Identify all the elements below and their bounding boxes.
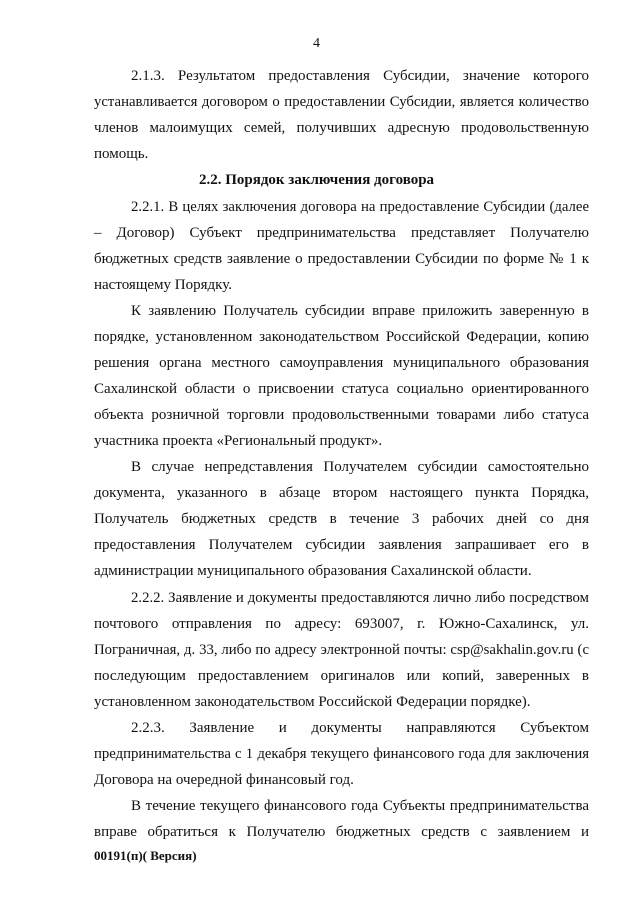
paragraph-line: К заявлению Получатель субсидии вправе приложить заверенную в xyxy=(131,303,589,319)
paragraph-line: – Договор) Субъект предпринимательства представляет Получателю xyxy=(94,225,589,241)
paragraph-line: устанавливается договором о предоставлении Субсидии, является количество xyxy=(94,94,589,110)
paragraph-line: 2.2.2. Заявление и документы предоставляются лично либо посредством xyxy=(131,590,589,606)
paragraph-line: предоставления Получателем субсидии заявления запрашивает его в xyxy=(94,537,589,553)
paragraph-line: помощь. xyxy=(94,146,149,162)
document-version-footer: 00191(п)( Версия) xyxy=(94,848,197,863)
paragraph-line: предпринимательства с 1 декабря текущего финансового года для заключения xyxy=(94,746,589,762)
paragraph-line: объекта розничной торговли продовольственными товарами либо статуса xyxy=(94,407,589,423)
paragraph-line: бюджетных средств заявление о предоставлении Субсидии по форме № 1 к xyxy=(94,251,589,267)
paragraph-line: Договора на очередной финансовый год. xyxy=(94,772,354,788)
paragraph-line: В случае непредставления Получателем субсидии самостоятельно xyxy=(131,459,589,475)
page-number: 4 xyxy=(313,36,320,51)
paragraph-line: решения органа местного самоуправления муниципального образования xyxy=(94,355,589,371)
paragraph-line: администрации муниципального образования Сахалинской области. xyxy=(94,563,532,579)
paragraph-line: В течение текущего финансового года Субъекты предпринимательства xyxy=(131,798,589,814)
paragraph-line: участника проекта «Региональный продукт». xyxy=(94,433,383,449)
paragraph-line: настоящему Порядку. xyxy=(94,277,232,293)
paragraph-line: 2.2.3. Заявление и документы направляются Субъектом xyxy=(131,720,589,736)
paragraph-line: установленном законодательством Российской Федерации порядке). xyxy=(94,694,531,710)
paragraph-line: документа, указанного в абзаце втором настоящего пункта Порядка, xyxy=(94,485,589,501)
paragraph-line: порядке, установленном законодательством Российской Федерации, копию xyxy=(94,329,589,345)
section-heading: 2.2. Порядок заключения договора xyxy=(198,172,435,188)
paragraph-line: 2.2.1. В целях заключения договора на предоставление Субсидии (далее xyxy=(131,199,589,215)
paragraph-line: вправе обратиться к Получателю бюджетных средств с заявлением и xyxy=(94,824,589,840)
paragraph-line: Сахалинской области о присвоении статуса социально ориентированного xyxy=(94,381,589,397)
paragraph-line: членов малоимущих семей, получивших адресную продовольственную xyxy=(94,120,589,136)
paragraph-line: 2.1.3. Результатом предоставления Субсидии, значение которого xyxy=(131,68,589,84)
paragraph-line: Пограничная, д. 33, либо по адресу электронной почты: csp@sakhalin.gov.ru (с xyxy=(94,642,589,658)
paragraph-line: Получатель бюджетных средств в течение 3 рабочих дней со дня xyxy=(94,511,589,527)
paragraph-line: почтового отправления по адресу: 693007, г. Южно-Сахалинск, ул. xyxy=(94,616,589,632)
paragraph-line: последующим предоставлением оригиналов или копий, заверенных в xyxy=(94,668,589,684)
